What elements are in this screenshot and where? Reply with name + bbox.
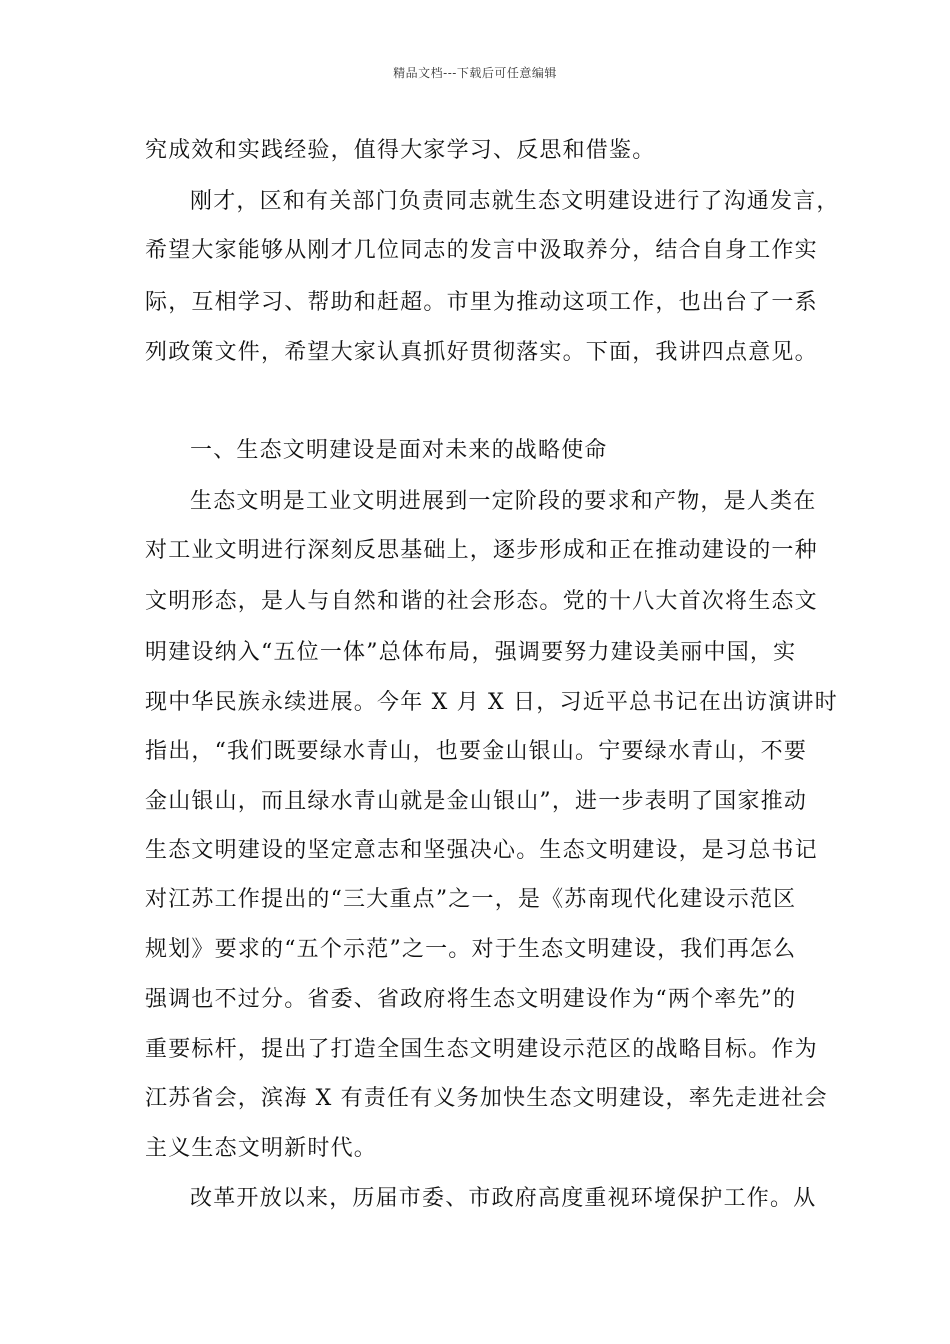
text-line: 重要标杆，提出了打造全国生态文明建设示范区的战略目标。作为 xyxy=(145,1037,818,1062)
text-line: 明建设纳入“五位一体”总体布局，强调要努力建设美丽中国，实 xyxy=(145,640,797,665)
text-line: 刚才，区和有关部门负责同志就生态文明建设进行了沟通发言， xyxy=(190,189,840,214)
text-line: 生态文明建设的坚定意志和坚强决心。生态文明建设，是习总书记 xyxy=(145,838,818,863)
text-line: 希望大家能够从刚才几位同志的发言中汲取养分，结合自身工作实 xyxy=(145,238,818,263)
text-line: 文明形态，是人与自然和谐的社会形态。党的十八大首次将生态文 xyxy=(145,589,818,614)
text-line: 金山银山，而且绿水青山就是金山银山”，进一步表明了国家推动 xyxy=(145,789,808,814)
text-line: 对工业文明进行深刻反思基础上，逐步形成和正在推动建设的一种 xyxy=(145,538,818,563)
text-line: 对江苏工作提出的“三大重点”之一，是《苏南现代化建设示范区 xyxy=(145,887,797,912)
text-line: 江苏省会，滨海 X 有责任有义务加快生态文明建设，率先走进社会 xyxy=(145,1086,828,1111)
text-line: 规划》要求的“五个示范”之一。对于生态文明建设，我们再怎么 xyxy=(145,937,797,962)
text-line: 列政策文件，希望大家认真抓好贯彻落实。下面，我讲四点意见。 xyxy=(145,340,818,365)
text-line: 究成效和实践经验，值得大家学习、反思和借鉴。 xyxy=(145,138,656,163)
page-header: 精品文档---下载后可任意编辑 xyxy=(393,66,557,80)
text-line: 强调也不过分。省委、省政府将生态文明建设作为“两个率先”的 xyxy=(145,987,797,1012)
text-line: 主义生态文明新时代。 xyxy=(145,1136,378,1161)
section-heading: 一、生态文明建设是面对未来的战略使命 xyxy=(190,438,608,463)
text-line: 际，互相学习、帮助和赶超。市里为推动这项工作，也出台了一系 xyxy=(145,290,818,315)
text-line: 现中华民族永续进展。今年 X 月 X 日，习近平总书记在出访演讲时 xyxy=(145,690,838,715)
text-line: 指出，“我们既要绿水青山，也要金山银山。宁要绿水青山，不要 xyxy=(145,739,808,764)
text-line: 改革开放以来，历届市委、市政府高度重视环境保护工作。从 xyxy=(190,1186,817,1211)
text-line: 生态文明是工业文明进展到一定阶段的要求和产物，是人类在 xyxy=(190,489,817,514)
